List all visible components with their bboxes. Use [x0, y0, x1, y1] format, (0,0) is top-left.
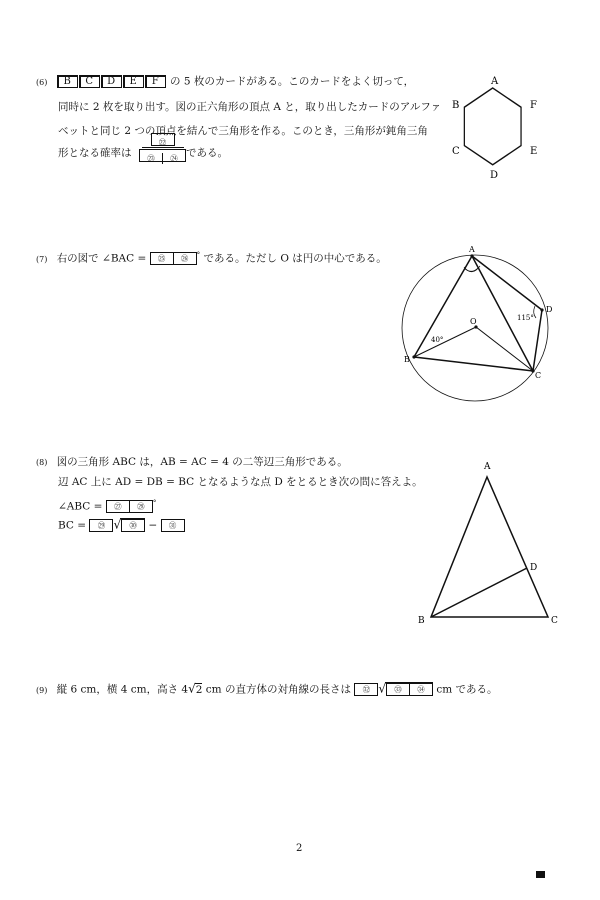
hex-label-c: C [452, 146, 460, 157]
q9-number: (9) [36, 685, 48, 695]
tri-label-d: D [530, 563, 538, 573]
circle-label-o: O [470, 317, 477, 326]
answer-box-23-24: ㉓ ㉔ [139, 149, 186, 162]
card-f: F [145, 75, 166, 88]
hex-label-b: B [452, 100, 460, 111]
page-number: 2 [296, 843, 303, 854]
corner-mark [536, 871, 545, 878]
q7-text-a: 右の図で ∠BAC = [56, 252, 147, 265]
card-e: E [123, 75, 144, 88]
circle-figure [395, 240, 565, 410]
q9-line: (9) 縦 6 cm，横 4 cm，高さ 4√2 cm の直方体の対角線の長さは ㉜ √ ㉝ ㉞ cm である。 [36, 681, 498, 696]
circle-label-d: D [546, 305, 553, 314]
q7-line: (7) 右の図で ∠BAC = ㉕ ㉖ ° である。ただし O は円の中心である。 [36, 251, 387, 265]
card-b: B [57, 75, 78, 88]
hex-label-f: F [530, 100, 537, 111]
tri-label-b: B [418, 616, 425, 626]
q6-line-2: 同時に 2 枚を取り出す。図の正六角形の頂点 A と，取り出したカードのアルファ [58, 101, 442, 113]
q6-line-1 [36, 75, 414, 89]
q6-line-3: ベットと同じ 2 つの頂点を結んで三角形を作る。このとき，三角形が鈍角三角 [58, 125, 428, 137]
answer-box-27-28: ㉗ ㉘ [106, 500, 153, 513]
q6-line-4a: 形となる確率は [58, 147, 132, 159]
angle-d-label: 115° [517, 314, 534, 322]
angle-b-label: 40° [431, 336, 444, 344]
tri-label-a: A [484, 462, 491, 472]
hex-label-a: A [491, 76, 499, 87]
answer-box-25-26: ㉕ ㉖ [150, 252, 197, 265]
tri-label-c: C [551, 616, 558, 626]
circle-label-c: C [535, 371, 542, 380]
hexagon-figure [440, 70, 550, 185]
card-c: C [79, 75, 100, 88]
q8-line-2: 辺 AC 上に AD = DB = BC となるような点 D をとるとき次の問に答えよ。 [58, 476, 423, 488]
q7-number: (7) [36, 254, 48, 264]
q6-line-4b: である。 [186, 147, 228, 159]
q8-number: (8) [36, 458, 48, 467]
q6-text-1: の 5 枚のカードがある。このカードをよく切って， [170, 75, 415, 88]
answer-box-31: ㉛ [161, 519, 185, 532]
answer-box-33-34: ㉝ ㉞ [386, 683, 433, 696]
q8-bc-line: BC = ㉙ √ ㉚ − ㉛ [58, 518, 185, 533]
q7-text-b: である。ただし O は円の中心である。 [203, 252, 387, 265]
answer-box-30: ㉚ [121, 519, 145, 532]
hex-label-d: D [490, 170, 499, 181]
q8-angle-line: ∠ABC = ㉗ ㉘ ° [58, 499, 157, 513]
q6-probability-fraction [139, 133, 186, 162]
circle-label-b: B [404, 355, 410, 364]
q8-text-1: 図の三角形 ABC は，AB = AC = 4 の二等辺三角形である。 [56, 456, 348, 468]
hex-label-e: E [530, 146, 538, 157]
answer-box-29: ㉙ [89, 519, 113, 532]
card-d: D [101, 75, 122, 88]
q8-line-1 [36, 456, 348, 469]
circle-label-a: A [469, 245, 475, 254]
q6-number: (6) [36, 77, 48, 87]
isosceles-triangle-figure [410, 455, 580, 635]
answer-box-32: ㉜ [354, 683, 378, 696]
answer-box-22: ㉒ [151, 133, 175, 146]
